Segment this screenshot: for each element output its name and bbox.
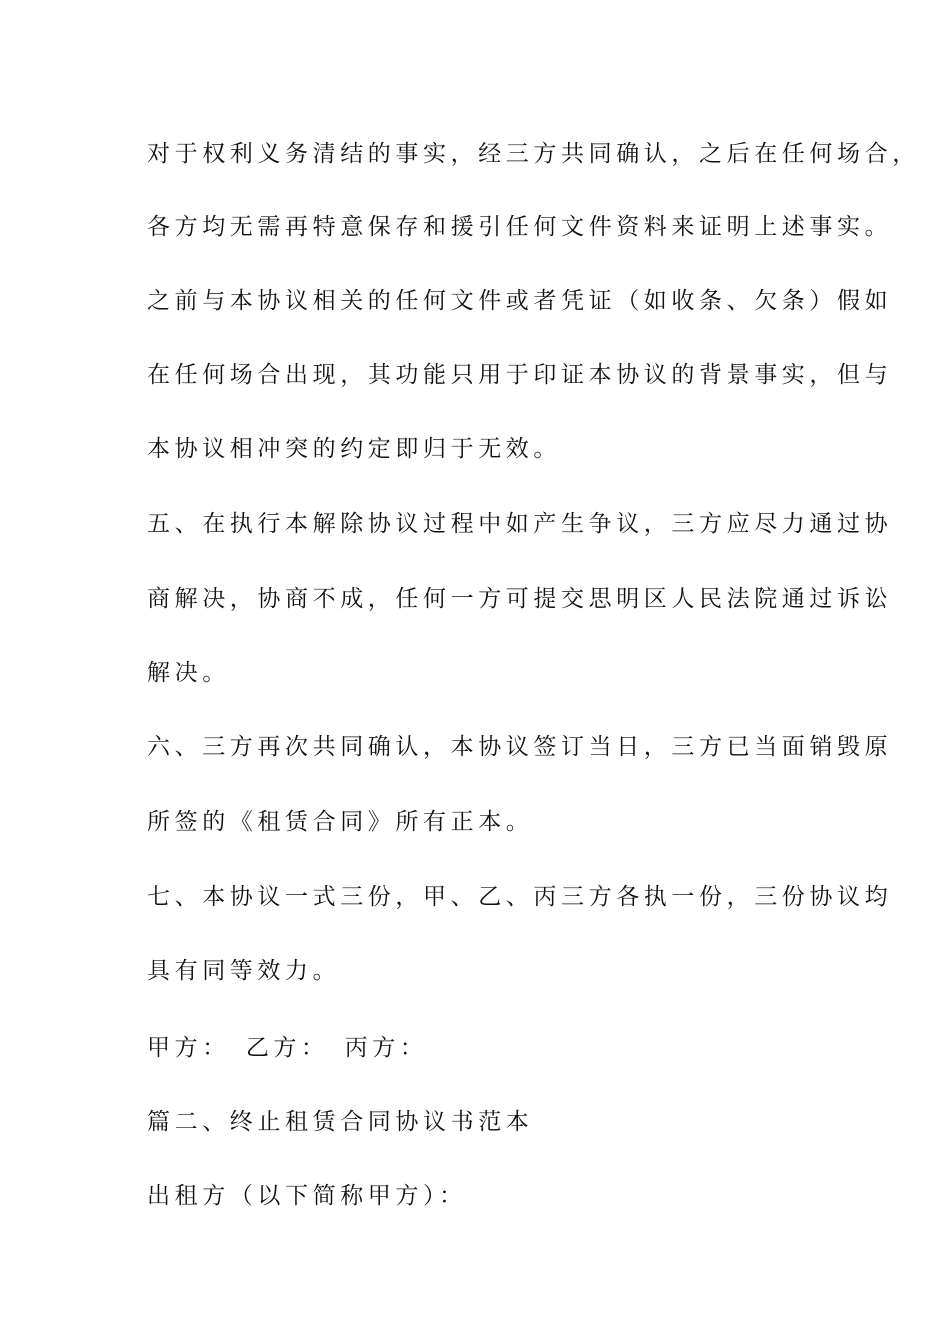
party-a-label: 甲方： xyxy=(147,1035,230,1061)
paragraph-line: 本协议相冲突的约定即归于无效。 xyxy=(147,436,561,462)
section-title: 篇二、终止租赁合同协议书范本 xyxy=(147,1109,534,1135)
signature-row xyxy=(147,1033,847,1063)
paragraph-line: 所签的《租赁合同》所有正本。 xyxy=(147,809,534,835)
party-c-label: 丙方： xyxy=(344,1035,428,1061)
paragraph-line: 之前与本协议相关的任何文件或者凭证（如收条、欠条）假如 xyxy=(147,288,893,314)
party-b-label: 乙方： xyxy=(245,1035,329,1061)
paragraph-line: 在任何场合出现，其功能只用于印证本协议的背景事实，但与 xyxy=(147,362,893,388)
paragraph-line: 解决。 xyxy=(147,660,230,686)
paragraph-line: 商解决，协商不成，任何一方可提交思明区人民法院通过诉讼 xyxy=(147,586,893,612)
clause-five-line: 五、在执行本解除协议过程中如产生争议，三方应尽力通过协 xyxy=(147,511,893,537)
paragraph-line: 各方均无需再特意保存和援引任何文件资料来证明上述事实。 xyxy=(147,214,893,240)
clause-six-line: 六、三方再次共同确认，本协议签订当日，三方已当面销毁原 xyxy=(147,734,893,760)
clause-seven-line: 七、本协议一式三份，甲、乙、丙三方各执一份，三份协议均 xyxy=(147,884,893,910)
paragraph-line: 具有同等效力。 xyxy=(147,958,341,984)
lessor-line: 出租方（以下简称甲方）： xyxy=(147,1183,467,1209)
paragraph-line: 对于权利义务清结的事实，经三方共同确认，之后在任何场合， xyxy=(147,141,920,167)
